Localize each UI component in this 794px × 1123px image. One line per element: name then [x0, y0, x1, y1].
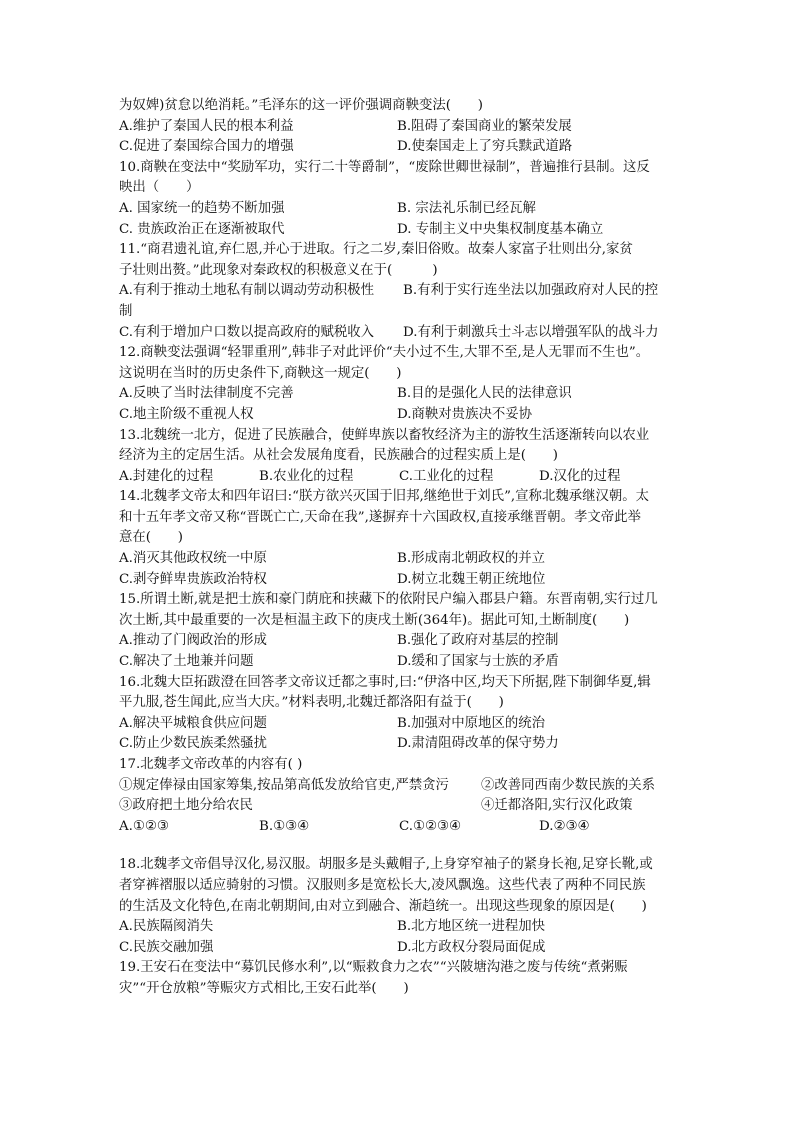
question-14-stem-line-2: 和十五年孝文帝又称“晋既亡亡,天命在我”,遂摒弃十六国政权,直接承继晋朝。孝文帝此举 — [119, 509, 641, 525]
question-12-options-row-1 — [119, 384, 679, 405]
option-c: C.解决了土地兼并问题 — [119, 654, 254, 670]
option-d: D.商鞅对贵族决不妥协 — [397, 406, 533, 422]
question-13-stem-line-1: 13.北魏统一北方，促进了民族融合，使鲜卑族以畜牧经济为主的游牧生活逐渐转向以农业 — [119, 427, 650, 443]
option-a: A.民族隔阂消失 — [119, 919, 214, 935]
question-14-stem-line-3: 意在( ) — [119, 530, 184, 546]
option-d: D.肃清阻碍改革的保守势力 — [397, 736, 559, 752]
option-d: D.缓和了国家与士族的矛盾 — [397, 654, 559, 670]
option-a: A.反映了当时法律制度不完善 — [119, 386, 294, 402]
option-d: D.树立北魏王朝正统地位 — [397, 571, 546, 587]
question-16-stem-line-2: 平九服,苍生闻此,应当大庆。”材料表明,北魏迁都洛阳有益于( ) — [119, 695, 504, 711]
option-c: C.①②③④ — [399, 818, 462, 834]
question-17-stem: 17.北魏孝文帝改革的内容有( ) — [119, 757, 303, 772]
option-a: A.有利于推动土地私有制以调动劳动积极性 — [119, 283, 374, 299]
question-14-stem-line-1: 14.北魏孝文帝太和四年诏曰:“朕方欲兴灭国于旧邦,继绝世于刘氏”,宣称北魏承继汉朝。太 — [119, 489, 650, 505]
option-b: B.①③④ — [259, 818, 310, 834]
option-b: B. 宗法礼乐制已经瓦解 — [397, 200, 536, 216]
option-b: B.强化了政府对基层的控制 — [397, 633, 559, 649]
question-10-options-row-2 — [119, 220, 679, 241]
question-16-stem-line-1: 16.北魏大臣拓跋澄在回答孝文帝议迁都之事时,曰:“伊洛中区,均天下所据,陛下制御华夏,辑 — [119, 674, 651, 690]
option-a: A.消灭其他政权统一中原 — [119, 551, 267, 567]
option-a: A. 国家统一的趋势不断加强 — [119, 200, 285, 216]
option-d: D.有利于刺激兵士斗志以增强军队的战斗力 — [403, 324, 659, 340]
question-18-options-row-2 — [119, 938, 679, 959]
option-c: C. 贵族政治正在逐渐被取代 — [119, 221, 285, 237]
question-18-stem-line-1: 18.北魏孝文帝倡导汉化,易汉服。胡服多是头戴帽子,上身穿窄袖子的紧身长袍,足穿长靴,或 — [119, 857, 653, 873]
question-14-options-row-1 — [119, 549, 679, 570]
question-15-options-row-1 — [119, 631, 679, 652]
option-d: D.北方政权分裂局面促成 — [397, 939, 546, 955]
question-9-options-row-1 — [119, 117, 679, 138]
option-d: D.汉化的过程 — [539, 468, 621, 484]
option-c: C.民族交融加强 — [119, 939, 214, 955]
question-17-items-row-1 — [119, 776, 679, 797]
question-17-items-row-2 — [119, 796, 679, 817]
question-10-stem-line-2: 映出（ ） — [119, 180, 200, 196]
option-c: C.剥夺鲜卑贵族政治特权 — [119, 571, 267, 587]
option-a: A.解决平城粮食供应问题 — [119, 715, 267, 731]
option-a: A.①②③ — [119, 818, 169, 834]
question-11-stem-line-2: 子壮则出赘。”此现象对秦政权的积极意义在于( ) — [119, 262, 438, 278]
question-18-stem-line-3: 的生活及文化特色,在南北朝期间,由对立到融合、渐趋统一。出现这些现象的原因是( ) — [119, 898, 647, 914]
question-13-stem-line-2: 经济为主的定居生活。从社会发展角度看，民族融合的过程实质上是( ) — [119, 448, 558, 464]
question-11-stem-line-1: 11.“商君遗礼谊,弃仁恩,并心于进取。行之二岁,秦旧俗败。故秦人家富子壮则出分,家贫 — [119, 242, 633, 258]
option-b-continuation: 制 — [119, 303, 133, 319]
question-9-options-row-2 — [119, 137, 679, 158]
question-18-options-row-1 — [119, 917, 679, 938]
option-a: A.推动了门阀政治的形成 — [119, 633, 267, 649]
question-12-stem-line-2: 这说明在当时的历史条件下,商鞅这一规定( ) — [119, 365, 402, 381]
option-b: B.阻碍了秦国商业的繁荣发展 — [397, 118, 572, 134]
option-c: C.促进了秦国综合国力的增强 — [119, 139, 294, 155]
question-14-options-row-2 — [119, 570, 679, 591]
question-11-options-row-1 — [119, 281, 679, 302]
question-17-options-row — [119, 817, 679, 838]
spacer — [119, 837, 679, 855]
question-19-stem-line-1: 19.王安石在变法中“募饥民修水利”,以“赈救食力之农”“兴陂塘沟港之废与传统“煮粥赈 — [119, 960, 628, 976]
question-15-stem-line-2: 次土断,其中最重要的一次是桓温主政下的庚戌土断(364年)。据此可知,土断制度( ) — [119, 612, 630, 628]
question-9-stem-line-1: 为奴婢)贫怠以绝消耗。”毛泽东的这一评价强调商鞅变法( ) — [119, 98, 483, 113]
statement-1: ①规定俸禄由国家筹集,按品第高低发放给官吏,严禁贪污 — [119, 777, 449, 793]
question-19-stem-line-2: 灾”“开仓放粮”等赈灾方式相比,王安石此举( ) — [119, 980, 409, 996]
statement-2: ②改善同西南少数民族的关系 — [481, 777, 656, 793]
question-11-options-row-2 — [119, 323, 679, 344]
option-b: B.目的是强化人民的法律意识 — [397, 386, 572, 402]
option-c: C.工业化的过程 — [399, 468, 494, 484]
statement-3: ③政府把土地分给农民 — [119, 798, 253, 814]
option-a: A.封建化的过程 — [119, 468, 214, 484]
option-d: D.②③④ — [539, 818, 590, 834]
option-c: C.防止少数民族柔然骚扰 — [119, 736, 267, 752]
option-b: B.形成南北朝政权的并立 — [397, 551, 546, 567]
option-b: B.有利于实行连坐法以加强政府对人民的控 — [403, 283, 659, 299]
option-c: C.地主阶级不重视人权 — [119, 406, 254, 422]
question-12-stem-line-1: 12.商鞅变法强调“轻罪重刑”,韩非子对此评价“夫小过不生,大罪不至,是人无罪而不生也”。 — [119, 345, 650, 361]
statement-4: ④迁都洛阳,实行汉化政策 — [481, 798, 633, 814]
option-b: B.加强对中原地区的统治 — [397, 715, 546, 731]
question-18-stem-line-2: 者穿裤褶服以适应骑射的习惯。汉服则多是宽松长大,凌风飘逸。这些代表了两种不同民族 — [119, 877, 646, 893]
question-16-options-row-1 — [119, 714, 679, 735]
option-b: B.农业化的过程 — [259, 468, 354, 484]
question-13-options-row — [119, 467, 679, 488]
option-d: D.使秦国走上了穷兵黩武道路 — [397, 139, 573, 155]
question-15-stem-line-1: 15.所谓土断,就是把士族和豪门荫庇和挟藏下的依附民户编入郡县户籍。东晋南朝,实行过几 — [119, 592, 658, 608]
option-c: C.有利于增加户口数以提高政府的赋税收入 — [119, 324, 375, 340]
option-b: B.北方地区统一进程加快 — [397, 919, 546, 935]
question-10-options-row-1 — [119, 199, 679, 220]
question-16-options-row-2 — [119, 734, 679, 755]
question-15-options-row-2 — [119, 652, 679, 673]
exam-page-content — [119, 96, 679, 1000]
option-a: A.维护了秦国人民的根本利益 — [119, 118, 294, 134]
option-d: D. 专制主义中央集权制度基本确立 — [397, 221, 604, 237]
question-12-options-row-2 — [119, 405, 679, 426]
question-10-stem-line-1: 10.商鞅在变法中“奖励军功，实行二十等爵制”，“废除世卿世禄制”，普遍推行县制。这反 — [119, 159, 650, 175]
